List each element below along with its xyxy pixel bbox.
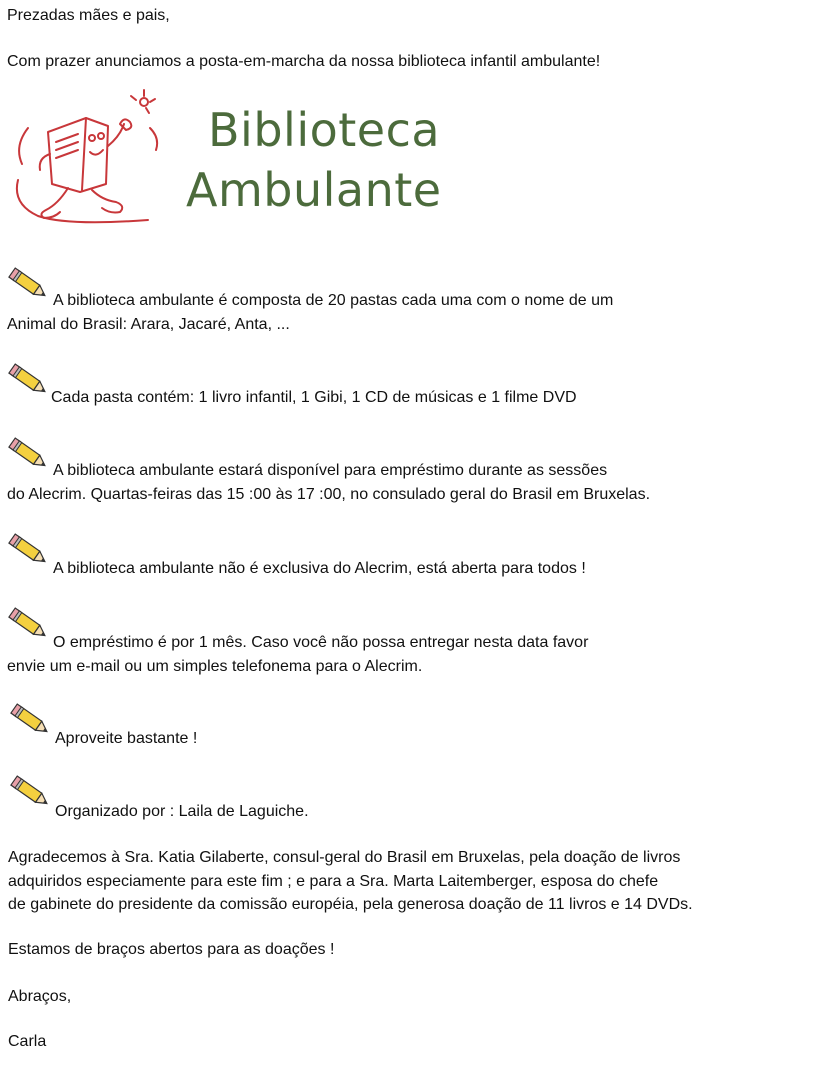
logo-title-line1: Biblioteca — [208, 103, 441, 157]
pencil-icon — [6, 360, 52, 402]
thanks-line-1: Agradecemos à Sra. Katia Gilaberte, consul-geral do Brasil em Bruxelas, pela doação de livros — [8, 849, 681, 866]
pencil-icon — [6, 604, 52, 646]
bullet-5-line-2: envie um e-mail ou um simples telefonema para o Alecrim. — [7, 658, 423, 675]
book-character-icon — [8, 88, 160, 228]
thanks-line-3: de gabinete do presidente da comissão européia, pela generosa doação de 11 livros e 14 DVDs. — [8, 896, 693, 913]
logo-title-line2: Ambulante — [186, 163, 442, 217]
thanks-line-2: adquiridos especiamente para este fim ; e para a Sra. Marta Laitemberger, esposa do chefe — [8, 873, 659, 890]
donations-text: Estamos de braços abertos para as doações ! — [8, 941, 335, 958]
pencil-icon — [6, 530, 52, 572]
signature: Carla — [8, 1033, 47, 1050]
bullet-2-line-1: Cada pasta contém: 1 livro infantil, 1 Gibi, 1 CD de músicas e 1 filme DVD — [51, 389, 577, 406]
intro-text: Com prazer anunciamos a posta-em-marcha da nossa biblioteca infantil ambulante! — [7, 53, 601, 70]
bullet-6-line-1: Aproveite bastante ! — [55, 730, 198, 747]
bullet-5-line-1: O empréstimo é por 1 mês. Caso você não possa entregar nesta data favor — [53, 634, 589, 651]
pencil-icon — [8, 700, 54, 742]
closing-text: Abraços, — [8, 988, 72, 1005]
bullet-3-line-1: A biblioteca ambulante estará disponível para empréstimo durante as sessões — [53, 462, 608, 479]
bullet-7-line-1: Organizado por : Laila de Laguiche. — [55, 803, 309, 820]
pencil-icon — [6, 434, 52, 476]
bullet-4-line-1: A biblioteca ambulante não é exclusiva do Alecrim, está aberta para todos ! — [53, 560, 586, 577]
bullet-1-line-2: Animal do Brasil: Arara, Jacaré, Anta, ... — [7, 316, 290, 333]
greeting: Prezadas mães e pais, — [7, 7, 170, 24]
bullet-1-line-1: A biblioteca ambulante é composta de 20 pastas cada uma com o nome de um — [53, 292, 614, 309]
pencil-icon — [8, 772, 54, 814]
bullet-3-line-2: do Alecrim. Quartas-feiras das 15 :00 às 17 :00, no consulado geral do Brasil em Bruxelas. — [7, 486, 651, 503]
pencil-icon — [6, 264, 52, 306]
